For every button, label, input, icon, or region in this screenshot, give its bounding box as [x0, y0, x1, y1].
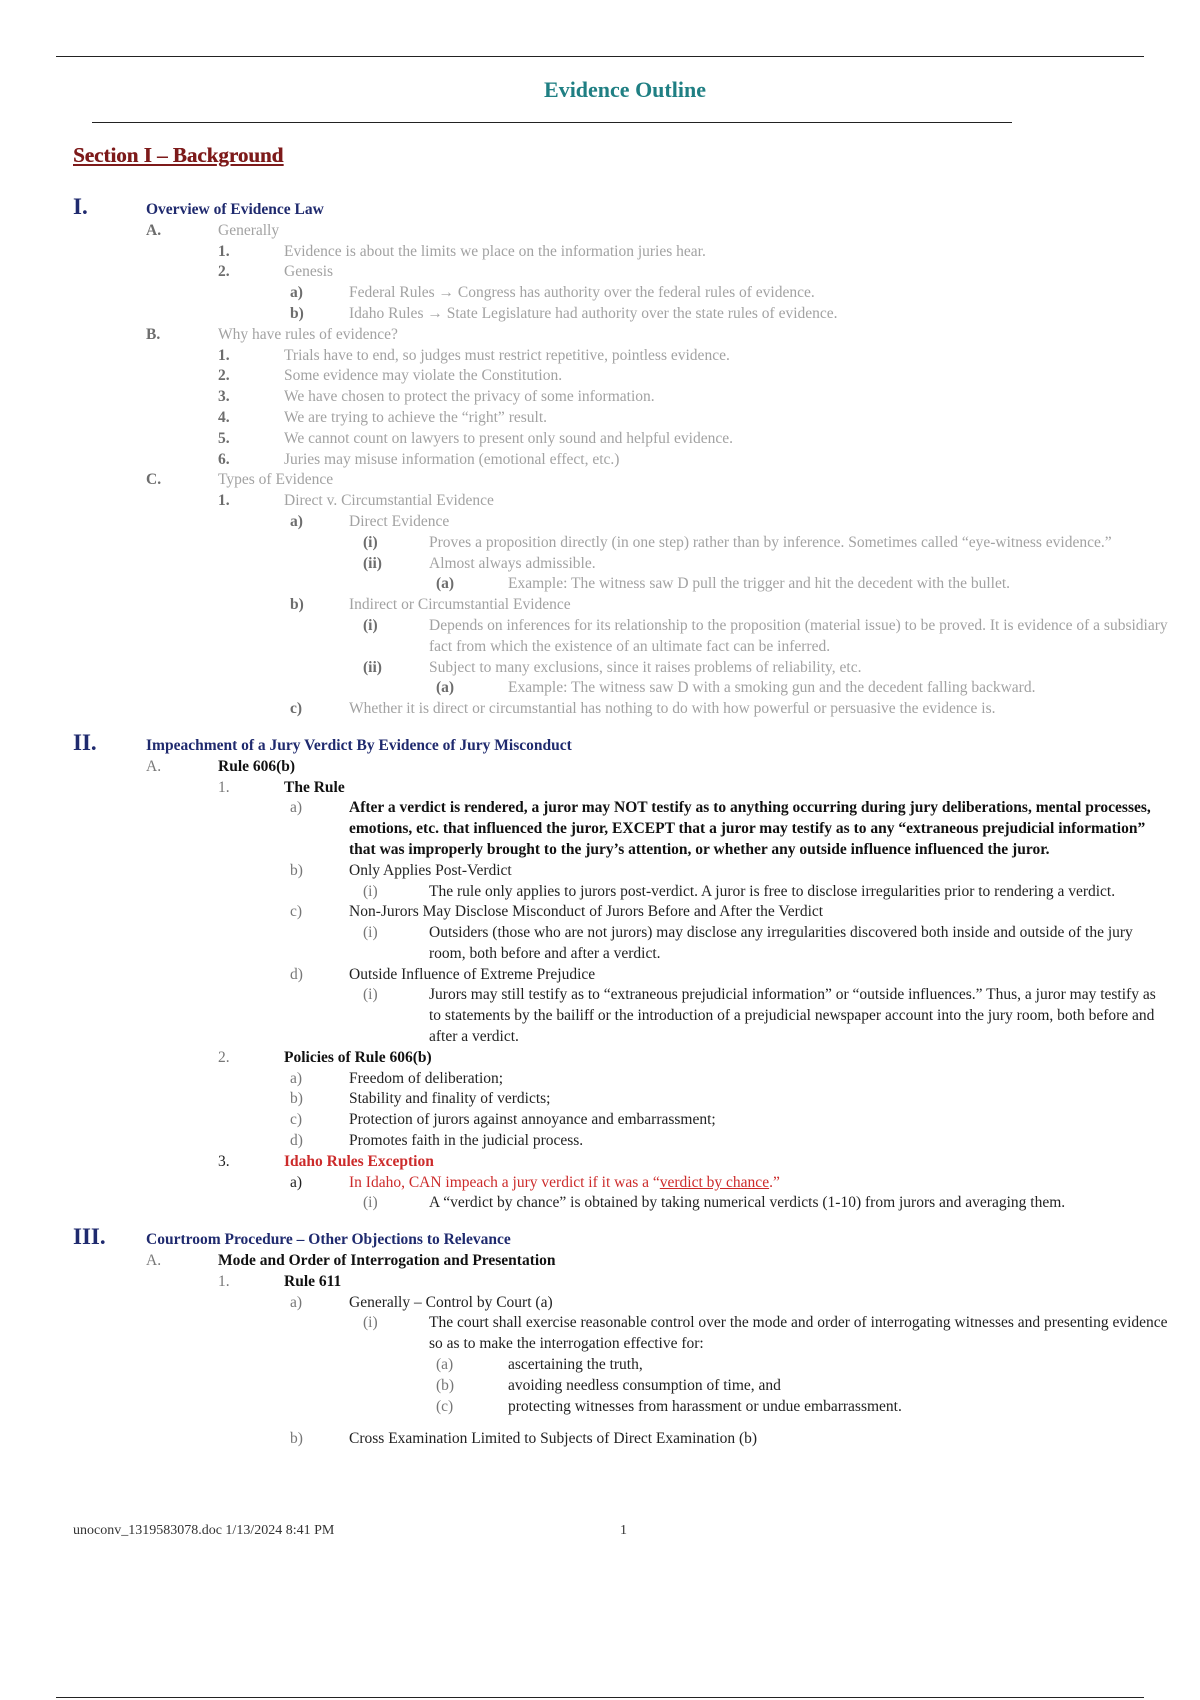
- outline-text: protecting witnesses from harassment or undue embarrassment.: [508, 1397, 902, 1415]
- outline-item: [0, 778, 1200, 799]
- outline-text: Evidence is about the limits we place on the information juries hear.: [284, 242, 706, 260]
- outline-item: [0, 699, 1200, 720]
- outline-marker: 1.: [218, 1272, 230, 1290]
- outline-text: Outside Influence of Extreme Prejudice: [349, 965, 596, 983]
- outline-item: [0, 512, 1200, 533]
- outline-item: [0, 429, 1200, 450]
- outline-text: We cannot count on lawyers to present only sound and helpful evidence.: [284, 429, 733, 447]
- outline-item: [0, 221, 1200, 242]
- outline-item: [0, 616, 1200, 658]
- outline-text: Direct v. Circumstantial Evidence: [284, 492, 494, 510]
- outline-text: We have chosen to protect the privacy of some information.: [284, 388, 655, 406]
- outline-text: After a verdict is rendered, a juror may NOT testify as to anything occurring during jury deliberations, mental processes, emotions, etc. that influenced the juror, EXCEPT that a juror may testify as to any “extraneous prejudicial information” that was improperly brought to the jury’s attention, or whether any outside influence influenced the juror.: [349, 799, 1151, 858]
- outline-item: [0, 491, 1200, 512]
- outline-marker: 3.: [218, 1152, 230, 1170]
- outline-text: Policies of Rule 606(b): [284, 1048, 432, 1066]
- outline-marker: 2.: [218, 367, 230, 385]
- outline-item: [0, 262, 1200, 283]
- outline-item: [0, 470, 1200, 491]
- outline-section: [0, 194, 1200, 221]
- outline-item: [0, 678, 1200, 699]
- outline-text: The Rule: [284, 778, 345, 796]
- outline-item: [0, 965, 1200, 986]
- underlined-term: verdict by chance: [659, 1173, 770, 1191]
- outline-marker: 5.: [218, 429, 230, 447]
- outline: [0, 184, 1200, 1450]
- outline-marker: b): [290, 304, 304, 322]
- outline-marker: (ii): [363, 658, 382, 676]
- outline-text: Types of Evidence: [218, 471, 334, 489]
- outline-marker: (ii): [363, 554, 382, 572]
- outline-marker: (a): [436, 575, 455, 593]
- outline-item: [0, 658, 1200, 679]
- outline-item: [0, 366, 1200, 387]
- outline-marker: a): [290, 1069, 303, 1087]
- outline-marker: (i): [363, 616, 378, 634]
- footer-file-info: unoconv_1319583078.doc 1/13/2024 8:41 PM: [73, 1523, 335, 1538]
- outline-marker: (i): [363, 924, 378, 942]
- outline-marker: 3.: [218, 388, 230, 406]
- outline-marker: (a): [436, 1356, 454, 1374]
- outline-marker: 1.: [218, 778, 230, 796]
- outline-text: Indirect or Circumstantial Evidence: [349, 596, 571, 614]
- outline-item: [0, 242, 1200, 263]
- outline-item: [0, 1131, 1200, 1152]
- outline-marker: (a): [436, 679, 455, 697]
- outline-item: [0, 325, 1200, 346]
- outline-text: Outsiders (those who are not jurors) may disclose any irregularities discovered both inside and outside of the jury room, both before and after a verdict.: [429, 924, 1133, 962]
- outline-item: [0, 408, 1200, 429]
- outline-text: Protection of jurors against annoyance and embarrassment;: [349, 1111, 716, 1129]
- outline-marker: (c): [436, 1397, 454, 1415]
- outline-item: [0, 1069, 1200, 1090]
- outline-text: Promotes faith in the judicial process.: [349, 1132, 584, 1150]
- outline-text: Non-Jurors May Disclose Misconduct of Jurors Before and After the Verdict: [349, 903, 824, 921]
- outline-text: Why have rules of evidence?: [218, 325, 398, 343]
- outline-text: Depends on inferences for its relationship to the proposition (material issue) to be proved. It is evidence of a subsidiary fact from which the existence of an ultimate fact can be inferred.: [429, 616, 1168, 655]
- outline-text: Trials have to end, so judges must restrict repetitive, pointless evidence.: [284, 346, 730, 364]
- outline-marker: 1.: [218, 346, 230, 364]
- bottom-rule: [56, 1697, 1144, 1698]
- outline-marker: (i): [363, 986, 378, 1004]
- outline-item: [0, 1251, 1200, 1272]
- outline-item: [0, 861, 1200, 882]
- outline-item: [0, 304, 1200, 325]
- outline-marker: I.: [73, 194, 88, 219]
- outline-text: A “verdict by chance” is obtained by taking numerical verdicts (1-10) from jurors and averaging them.: [429, 1194, 1066, 1212]
- outline-marker: (b): [436, 1376, 455, 1394]
- outline-text: ascertaining the truth,: [508, 1356, 643, 1374]
- outline-marker: A.: [146, 757, 162, 775]
- outline-text: Whether it is direct or circumstantial has nothing to do with how powerful or persuasive the evidence is.: [349, 700, 996, 718]
- outline-item: [0, 757, 1200, 778]
- outline-marker: (i): [363, 1314, 378, 1332]
- outline-marker: d): [290, 1132, 303, 1150]
- outline-item: [0, 1293, 1200, 1314]
- outline-item: [0, 554, 1200, 575]
- outline-text: The court shall exercise reasonable control over the mode and order of interrogating witnesses and presenting evidence so as to make the interrogation effective for:: [429, 1314, 1168, 1353]
- outline-item: [0, 923, 1200, 965]
- outline-text: We are trying to achieve the “right” result.: [284, 408, 548, 426]
- outline-marker: 6.: [218, 450, 230, 468]
- outline-marker: b): [290, 1430, 303, 1448]
- outline-marker: (i): [363, 882, 378, 900]
- outline-marker: d): [290, 965, 303, 983]
- section-title: Overview of Evidence Law: [146, 201, 324, 218]
- outline-text: avoiding needless consumption of time, and: [508, 1376, 781, 1394]
- section-title: Impeachment of a Jury Verdict By Evidence of Jury Misconduct: [146, 736, 572, 754]
- outline-item: [0, 1173, 1200, 1194]
- outline-item: [0, 882, 1200, 903]
- outline-text: Example: The witness saw D with a smoking gun and the decedent falling backward.: [508, 679, 1036, 697]
- page-title: Evidence Outline: [544, 77, 706, 102]
- outline-marker: a): [290, 799, 303, 817]
- outline-text: Freedom of deliberation;: [349, 1069, 504, 1087]
- outline-section: [0, 729, 1200, 757]
- outline-item: [0, 1429, 1200, 1450]
- outline-item: [0, 533, 1200, 554]
- outline-item: [0, 1397, 1200, 1418]
- outline-marker: C.: [146, 471, 162, 489]
- outline-marker: II.: [73, 729, 97, 755]
- outline-text: Rule 606(b): [218, 757, 296, 775]
- outline-text: Stability and finality of verdicts;: [349, 1090, 551, 1108]
- outline-item: [0, 450, 1200, 471]
- outline-marker: a): [290, 512, 303, 530]
- outline-item: [0, 1152, 1200, 1173]
- outline-text: Mode and Order of Interrogation and Presentation: [218, 1252, 556, 1270]
- outline-marker: (i): [363, 1194, 378, 1212]
- outline-text: Idaho Rules → State Legislature had authority over the state rules of evidence.: [349, 304, 838, 322]
- outline-item: [0, 387, 1200, 408]
- title-underline: [92, 122, 1012, 123]
- outline-marker: B.: [146, 325, 161, 343]
- outline-marker: 1.: [218, 242, 230, 260]
- outline-item: [0, 798, 1200, 860]
- outline-marker: c): [290, 700, 303, 718]
- outline-text: Idaho Rules Exception: [284, 1152, 434, 1170]
- outline-marker: a): [290, 1293, 303, 1311]
- outline-marker: 4.: [218, 408, 230, 426]
- outline-text: Some evidence may violate the Constitution.: [284, 367, 563, 385]
- outline-text: Rule 611: [284, 1272, 342, 1290]
- outline-marker: b): [290, 1090, 303, 1108]
- outline-text: Direct Evidence: [349, 512, 450, 530]
- outline-marker: A.: [146, 1252, 162, 1270]
- outline-text: Example: The witness saw D pull the trigger and hit the decedent with the bullet.: [508, 575, 1011, 593]
- outline-marker: 2.: [218, 263, 230, 281]
- outline-marker: III.: [73, 1224, 106, 1250]
- outline-marker: A.: [146, 221, 162, 239]
- section-heading: Section I – Background: [73, 143, 284, 167]
- outline-text: Generally: [218, 221, 280, 239]
- top-rule: [56, 56, 1144, 57]
- outline-item: [0, 346, 1200, 367]
- outline-marker: 1.: [218, 492, 230, 510]
- outline-text: Cross Examination Limited to Subjects of Direct Examination (b): [349, 1430, 758, 1448]
- outline-text: [349, 1173, 1170, 1194]
- outline-marker: b): [290, 596, 304, 614]
- outline-marker: c): [290, 1111, 303, 1129]
- outline-item: [0, 985, 1200, 1047]
- outline-text: The rule only applies to jurors post-verdict. A juror is free to disclose irregularities prior to rendering a verdict.: [429, 882, 1116, 900]
- outline-item: [0, 595, 1200, 616]
- outline-text: Juries may misuse information (emotional effect, etc.): [284, 450, 620, 468]
- outline-section: [0, 1224, 1200, 1251]
- outline-item: [0, 1355, 1200, 1376]
- outline-item: [0, 1272, 1200, 1293]
- outline-text-part: .”: [769, 1173, 780, 1191]
- outline-item: [0, 1110, 1200, 1131]
- outline-marker: a): [290, 284, 303, 302]
- outline-text: Almost always admissible.: [429, 554, 596, 572]
- outline-item: [0, 1313, 1200, 1355]
- outline-item: [0, 574, 1200, 595]
- outline-text: Jurors may still testify as to “extraneous prejudicial information” or “outside influences.” Thus, a juror may testify as to statements by the bailiff or the introduction of a prejudicial newspaper account into the jury room, both before and after a verdict.: [429, 986, 1156, 1046]
- outline-text: Genesis: [284, 263, 334, 281]
- outline-item: [0, 902, 1200, 923]
- footer-page-number: 1: [620, 1523, 627, 1538]
- outline-text: Subject to many exclusions, since it raises problems of reliability, etc.: [429, 658, 862, 676]
- outline-item: [0, 1089, 1200, 1110]
- outline-marker: b): [290, 861, 303, 879]
- outline-text-part: In Idaho, CAN impeach a jury verdict if it was a “: [349, 1173, 660, 1191]
- outline-marker: (i): [363, 533, 378, 551]
- outline-item: [0, 1376, 1200, 1397]
- section-title: Courtroom Procedure – Other Objections to Relevance: [146, 1231, 511, 1249]
- outline-text: Generally – Control by Court (a): [349, 1293, 553, 1311]
- outline-marker: a): [290, 1173, 303, 1191]
- outline-text: Proves a proposition directly (in one step) rather than by inference. Sometimes called “eye-witness evidence.”: [429, 533, 1112, 551]
- outline-marker: 2.: [218, 1048, 230, 1066]
- outline-item: [0, 283, 1200, 304]
- outline-item: [0, 1193, 1200, 1214]
- outline-marker: c): [290, 903, 303, 921]
- outline-text: Only Applies Post-Verdict: [349, 861, 512, 879]
- outline-text: Federal Rules → Congress has authority over the federal rules of evidence.: [349, 284, 815, 302]
- outline-item: [0, 1048, 1200, 1069]
